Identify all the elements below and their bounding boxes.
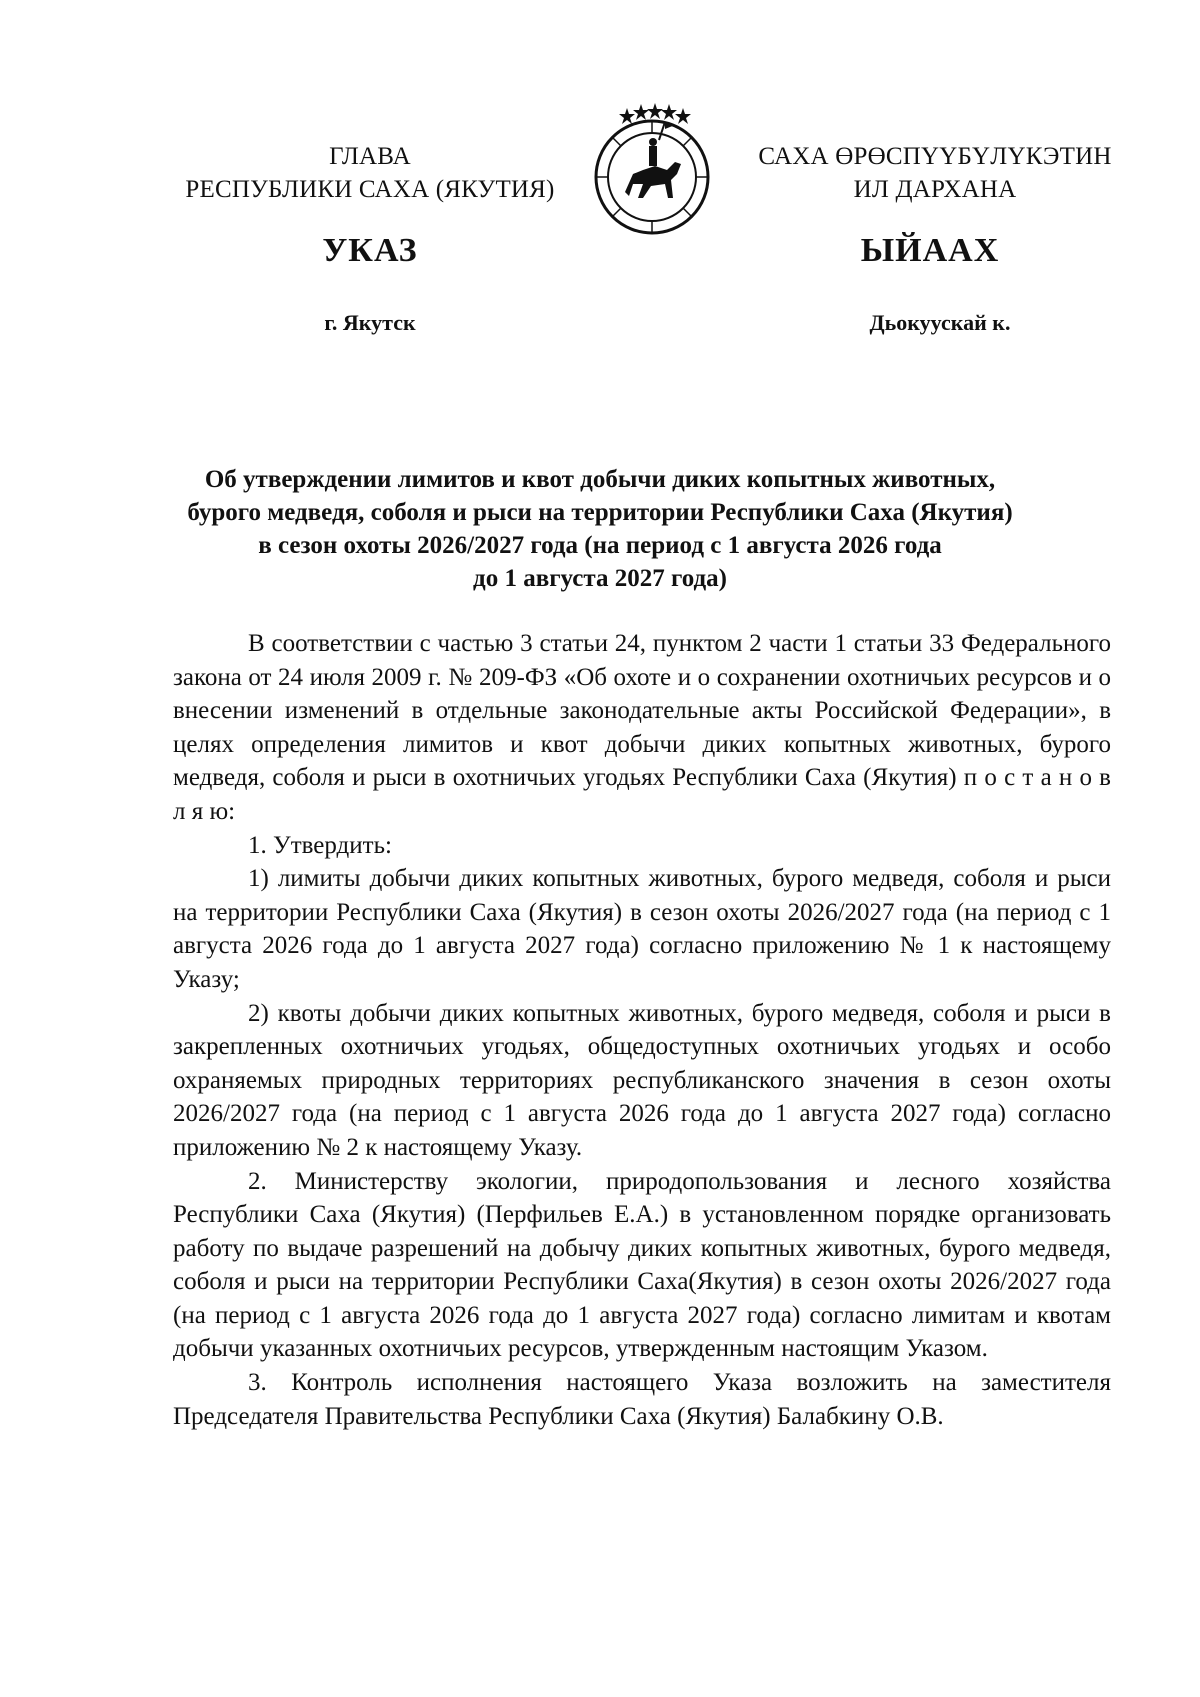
item-2-paragraph: 2. Министерству экологии, природопользования и лесного хозяйства Республики Саха (Якутия) (Перфильев Е.А.) в установленном порядке организовать работу по выдаче разрешений на добычу диких копытных животных, бурого медведя, соболя и рыси на территории Республики Саха(Якутия) в сезон охоты 2026/2027 года (на период с 1 августа 2026 года до 1 августа 2027 года) согласно лимитам и квотам добычи указанных охотничьих ресурсов, утвержденным настоящим Указом. <box>173 1167 1111 1363</box>
title-line: бурого медведя, соболя и рыси на территории Республики Саха (Якутия) <box>187 499 1013 526</box>
title-line: в сезон охоты 2026/2027 года (на период с 1 августа 2026 года <box>258 532 942 559</box>
preamble-paragraph: В соответствии с частью 3 статьи 24, пунктом 2 части 1 статьи 33 Федерального закона от 24 июля 2009 г. № 209-ФЗ «Об охоте и о сохранении охотничьих ресурсов и о внесении изменений в отдельные законодательные акты Российской Федерации», в целях определения лимитов и квот добычи диких копытных животных, бурого медведя, соболя и рыси в охотничьих угодьях Республики Саха (Якутия) п о с т а н о в л я ю: <box>173 630 1111 825</box>
yiyaah-heading: ЫЙААХ <box>860 232 1000 269</box>
item-1-1-paragraph: 1) лимиты добычи диких копытных животных, бурого медведя, соболя и рыси на территории Республики Саха (Якутия) в сезон охоты 2026/2027 года (на период с 1 августа 2026 года до 1 августа 2027 года) согласно приложению № 1 к настоящему Указу; <box>173 865 1111 993</box>
ukaz-heading: УКАЗ <box>322 232 418 269</box>
header-right-line2: ИЛ ДАРХАНА <box>853 176 1017 203</box>
coat-of-arms-emblem-icon <box>585 100 720 240</box>
city-yakutsk: г. Якутск <box>324 310 416 335</box>
title-line: Об утверждении лимитов и квот добычи диких копытных животных, <box>204 466 996 493</box>
header-left-line1: ГЛАВА <box>329 143 411 170</box>
header-left-line2: РЕСПУБЛИКИ САХА (ЯКУТИЯ) <box>185 176 555 203</box>
item-3-paragraph: 3. Контроль исполнения настоящего Указа возложить на заместителя Председателя Правительства Республики Саха (Якутия) Балабкину О.В. <box>173 1369 1111 1430</box>
header-right-block <box>750 140 1120 206</box>
city-dyokuuskay: Дьокуускай к. <box>869 310 1011 335</box>
document-title <box>160 463 1040 595</box>
header-right-line1: САХА ӨРӨСПҮҮБҮЛҮКЭТИН <box>758 143 1112 170</box>
item-1-heading: 1. Утвердить: <box>248 831 392 859</box>
header-left-block <box>170 140 570 206</box>
document-body <box>173 627 1111 1433</box>
title-line: до 1 августа 2027 года) <box>473 565 727 592</box>
item-1-2-paragraph: 2) квоты добычи диких копытных животных, бурого медведя, соболя и рыси в закрепленных охотничьих угодьях, общедоступных охотничьих угодьях и особо охраняемых природных территориях республиканского значения в сезон охоты 2026/2027 года (на период с 1 августа 2026 года до 1 августа 2027 года) согласно приложению № 2 к настоящему Указу. <box>173 999 1111 1161</box>
